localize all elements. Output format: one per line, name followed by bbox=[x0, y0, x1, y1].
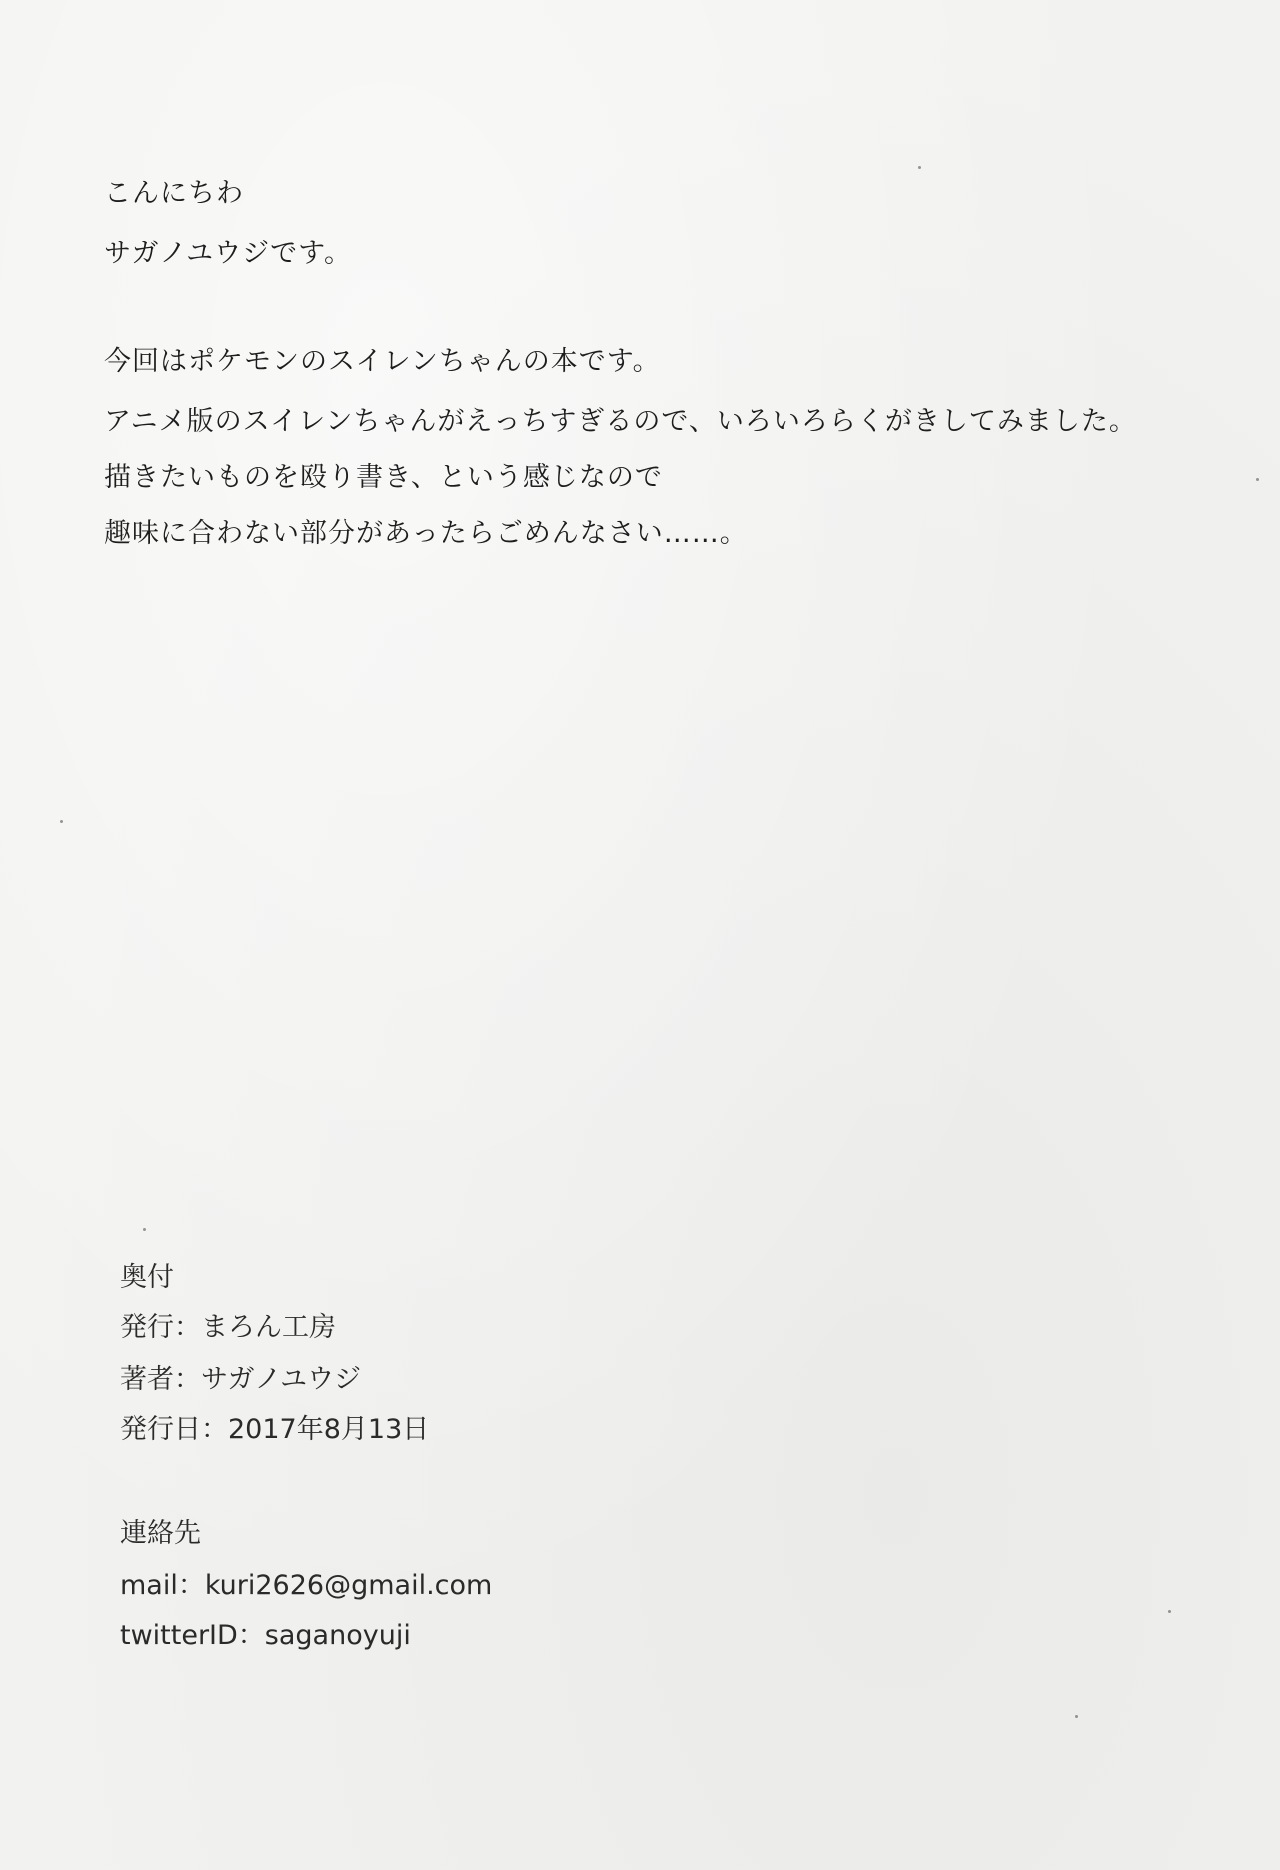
message-line-2: アニメ版のスイレンちゃんがえっちすぎるので、いろいろらくがきしてみました。 bbox=[104, 406, 1137, 437]
publish-date-line: 発行日：2017年8月13日 bbox=[120, 1414, 430, 1445]
paper-speck bbox=[143, 1228, 146, 1231]
colophon-heading: 奥付 bbox=[120, 1262, 174, 1293]
twitter-line: twitterID：saganoyuji bbox=[120, 1620, 411, 1651]
paper-speck bbox=[1256, 478, 1259, 481]
publisher-line: 発行：まろん工房 bbox=[120, 1312, 336, 1343]
paper-speck bbox=[60, 820, 63, 823]
message-line-3: 描きたいものを殴り書き、という感じなので bbox=[104, 462, 663, 493]
paper-speck bbox=[1168, 1610, 1171, 1613]
mail-line: mail：kuri2626@gmail.com bbox=[120, 1570, 493, 1601]
message-line-1: 今回はポケモンのスイレンちゃんの本です。 bbox=[104, 346, 661, 377]
contact-heading: 連絡先 bbox=[120, 1518, 201, 1549]
paper-speck bbox=[1075, 1715, 1078, 1718]
self-intro-line: サガノユウジです。 bbox=[104, 238, 352, 269]
paper-speck bbox=[918, 166, 921, 169]
greeting-line: こんにちわ bbox=[104, 178, 244, 209]
message-line-4: 趣味に合わない部分があったらごめんなさい……。 bbox=[104, 518, 748, 549]
author-line: 著者：サガノユウジ bbox=[120, 1364, 362, 1395]
